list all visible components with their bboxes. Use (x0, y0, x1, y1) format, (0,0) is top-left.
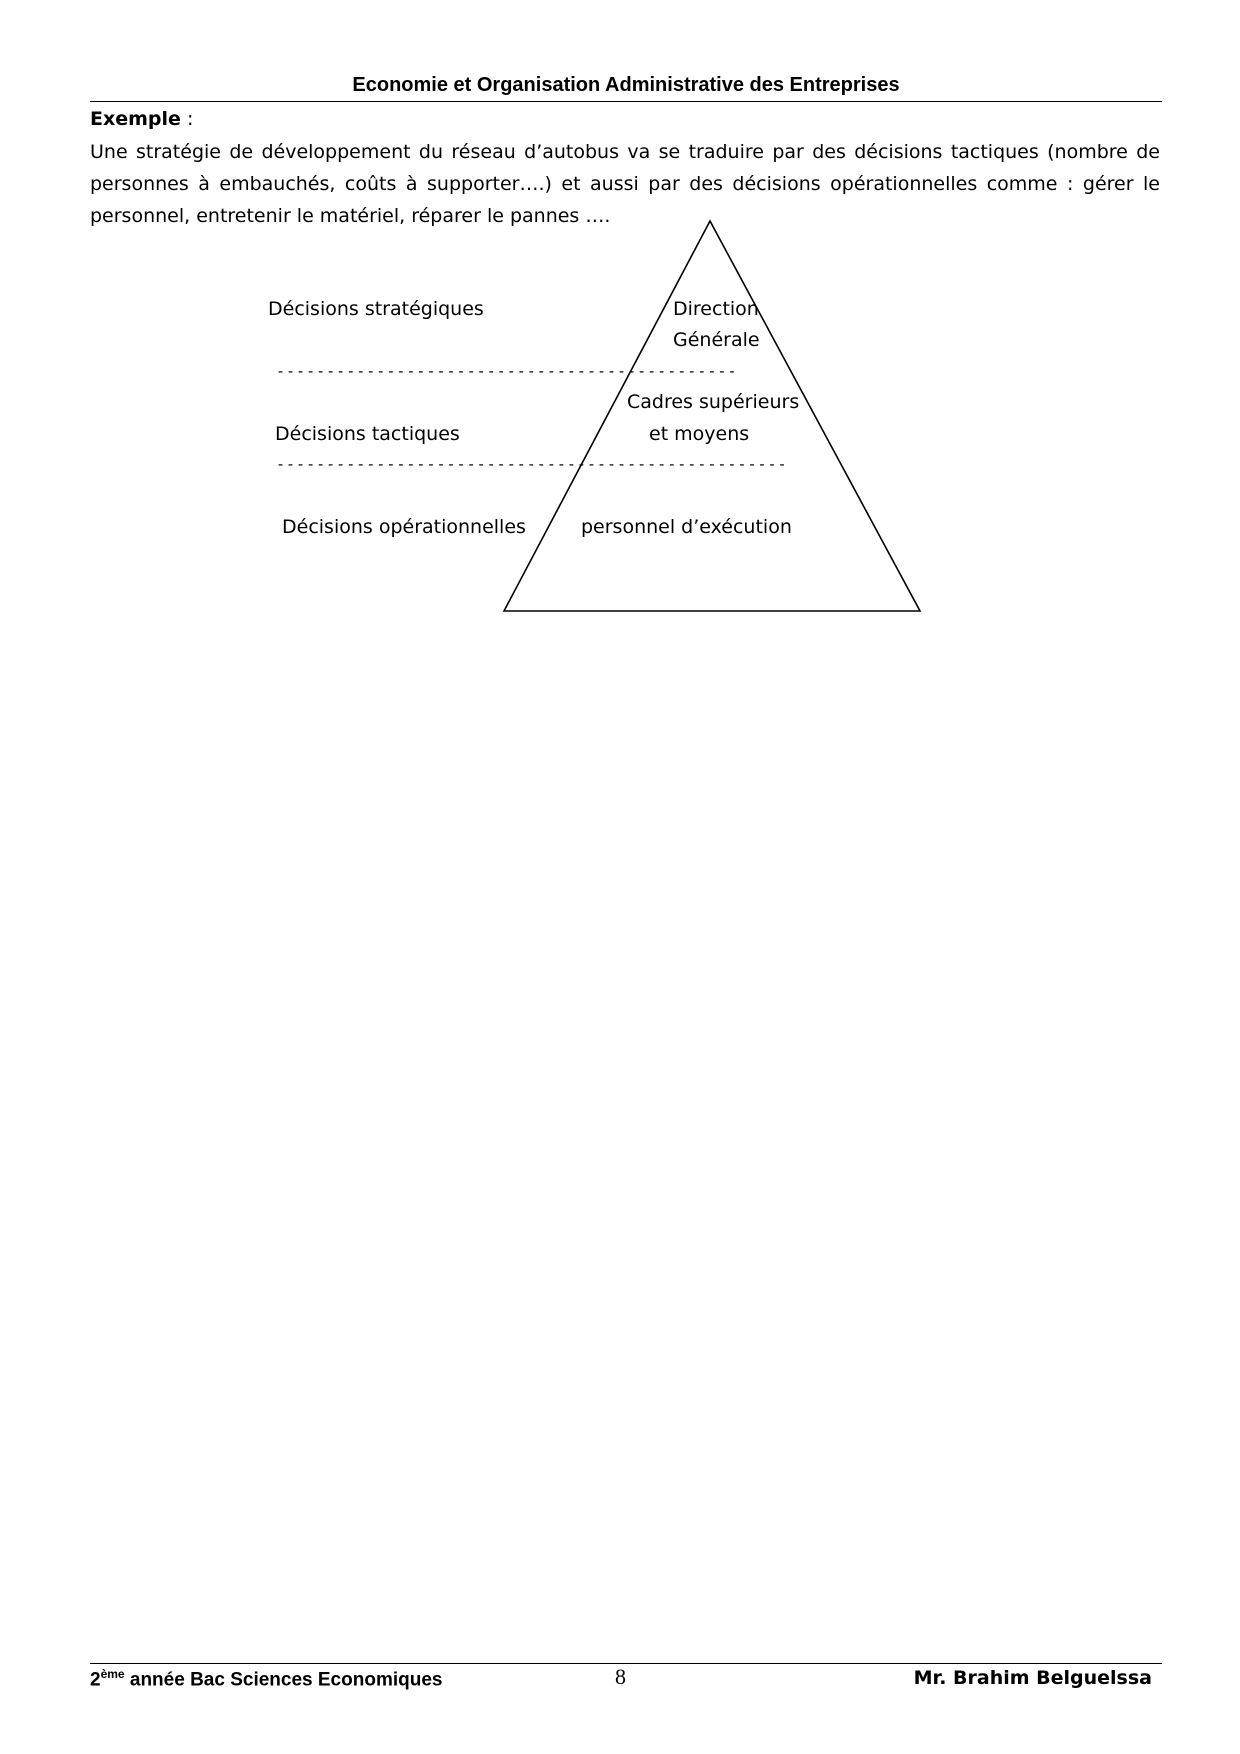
paragraph-line-1: Une stratégie de développement du réseau d’autobus va se traduire par des décisions tactiques (nombre de (90, 141, 1160, 163)
footer-level-sup: ème (100, 1667, 125, 1681)
label-operational-decisions: Décisions opérationnelles (282, 516, 526, 538)
footer-author: Mr. Brahim Belguelssa (913, 1667, 1152, 1689)
footer-level-rest: année Bac Sciences Economiques (124, 1669, 443, 1691)
paragraph-line-2: personnes à embauchés, coûts à supporter….) et aussi par des décisions opérationnelles comme : gérer le (90, 173, 1160, 195)
decision-pyramid-diagram (0, 0, 1240, 700)
label-tactical-decisions: Décisions tactiques (275, 423, 460, 445)
pyramid-triangle (504, 221, 920, 611)
label-cadres-superieurs: Cadres supérieurs (627, 391, 800, 413)
footer-level-prefix: 2 (90, 1669, 101, 1691)
label-personnel-execution: personnel d’exécution (581, 516, 792, 538)
dashed-separator-2: --------------------------------------------------- (276, 455, 788, 473)
label-generale: Générale (673, 329, 760, 351)
example-colon: : (180, 108, 194, 130)
dashed-separator-1: ---------------------------------------------- (276, 362, 738, 380)
example-label: Exemple (90, 108, 181, 130)
pyramid-svg (0, 0, 1240, 700)
page-number: 8 (615, 1664, 626, 1689)
footer-rule (90, 1663, 1162, 1664)
label-strategic-decisions: Décisions stratégiques (268, 298, 484, 320)
paragraph-line-3: personnel, entretenir le matériel, réparer le pannes …. (90, 205, 611, 227)
label-et-moyens: et moyens (649, 423, 750, 445)
page-header-title: Economie et Organisation Administrative des Entreprises (352, 74, 900, 96)
label-direction: Direction (673, 298, 759, 320)
footer-level (90, 1667, 442, 1691)
